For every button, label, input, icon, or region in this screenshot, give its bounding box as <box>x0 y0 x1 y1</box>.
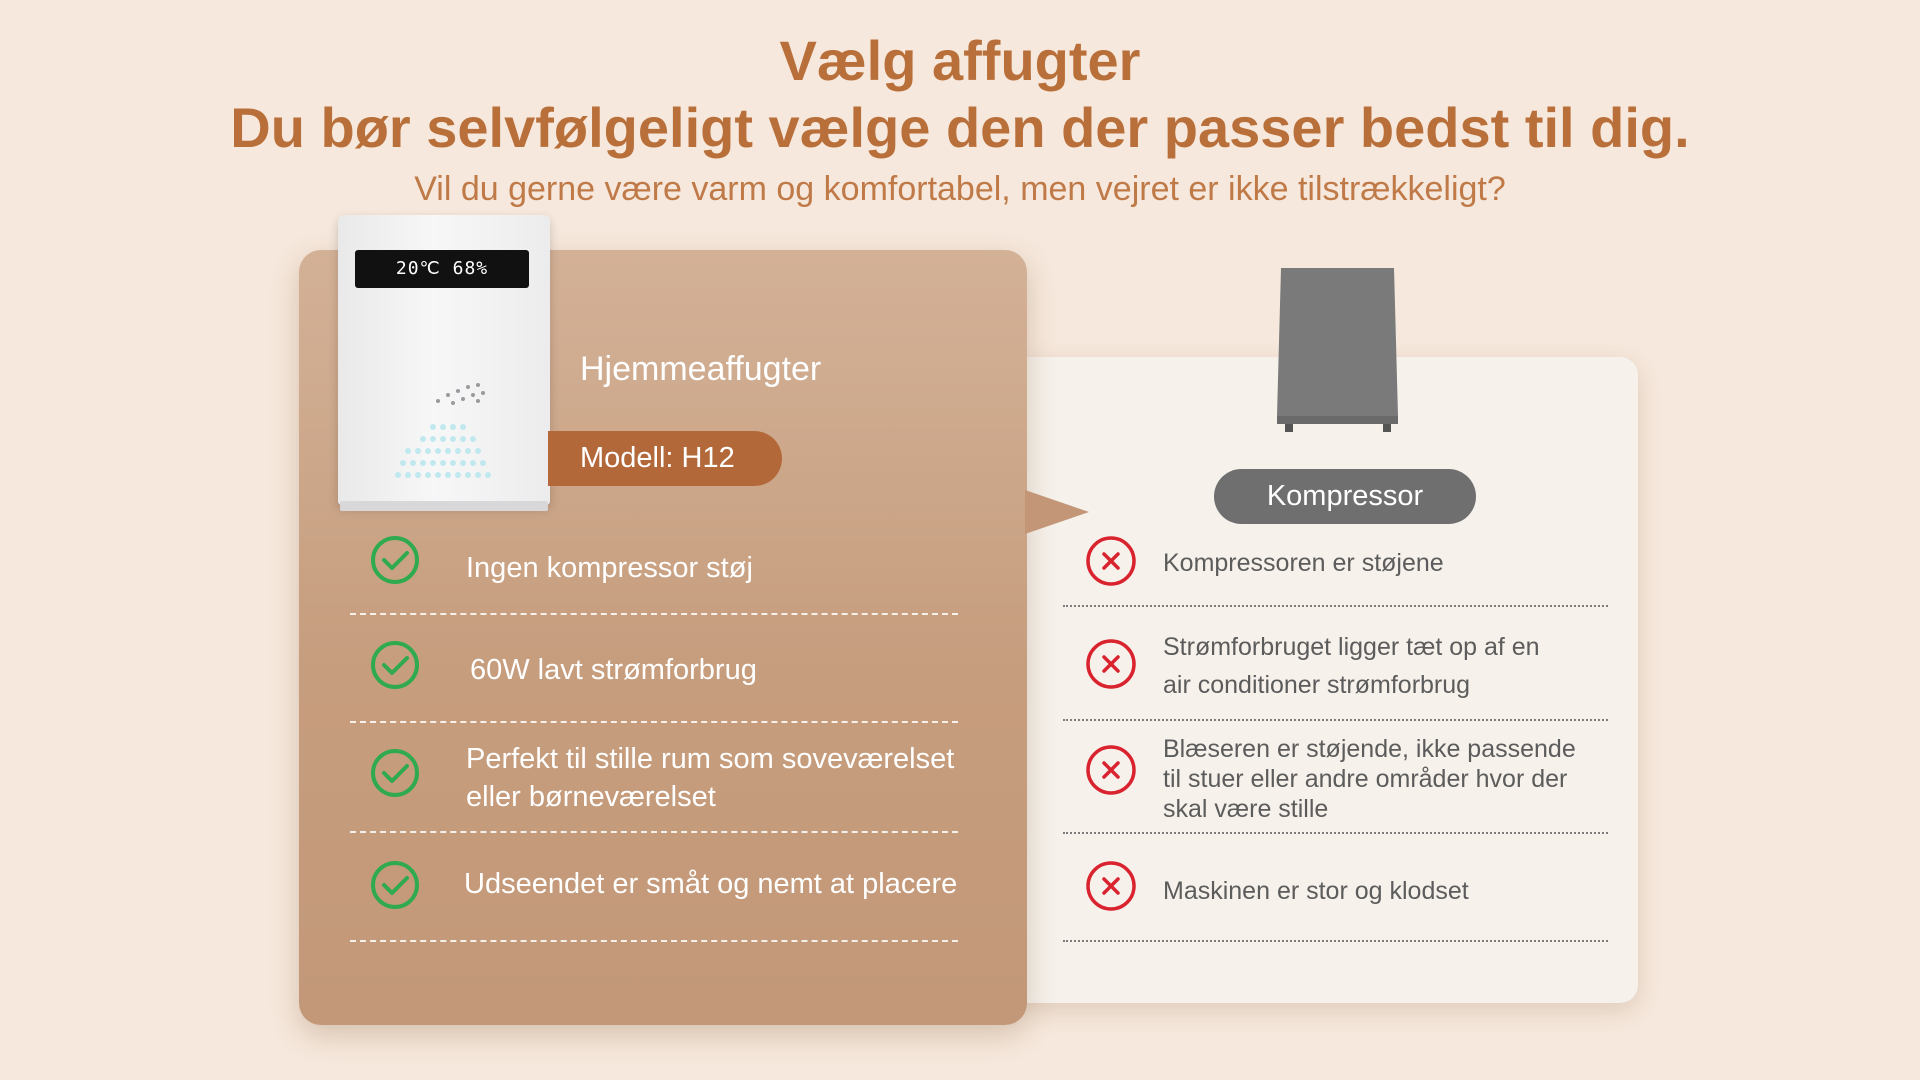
page-title: Vælg affugter <box>779 29 1141 92</box>
con-item <box>1080 628 1640 708</box>
con-item <box>1080 860 1640 920</box>
con-text <box>1163 628 1540 704</box>
divider <box>350 940 958 942</box>
divider <box>1063 719 1608 721</box>
con-text-line: skal være stille <box>1163 795 1329 823</box>
page-subtitle: Vil du gerne være varm og komfortabel, men vejret er ikke tilstrækkeligt? <box>414 170 1506 208</box>
pro-item <box>350 535 1030 595</box>
divider <box>350 831 958 833</box>
con-text-line: Strømforbruget ligger tæt op af en <box>1163 633 1540 661</box>
divider <box>1063 605 1608 607</box>
divider <box>350 721 958 723</box>
model-badge: Modell: H12 <box>548 431 782 486</box>
pro-item <box>350 860 1030 920</box>
x-circle-icon <box>1085 535 1137 587</box>
divider <box>1063 940 1608 942</box>
page-headline: Du bør selvfølgeligt vælge den der passer bedst til dig. <box>230 96 1690 159</box>
pro-text-line: Perfekt til stille rum som soveværelset <box>466 743 955 775</box>
device-base <box>340 501 548 511</box>
x-circle-icon <box>1085 860 1137 912</box>
pro-text <box>466 740 954 816</box>
divider <box>1063 832 1608 834</box>
check-circle-icon <box>370 535 420 585</box>
device-display: 20℃ 68% <box>355 250 529 288</box>
pro-item <box>350 640 1030 700</box>
con-text: Kompressoren er støjene <box>1163 549 1444 577</box>
product-name: Hjemmeaffugter <box>580 350 822 388</box>
pro-text-line: eller børneværelset <box>466 781 716 813</box>
con-text-line: til stuer eller andre områder hvor der <box>1163 765 1568 793</box>
comparison-pointer <box>1025 490 1089 534</box>
pro-item <box>350 740 1030 820</box>
check-circle-icon <box>370 860 420 910</box>
pro-text: 60W lavt strømforbrug <box>470 654 757 686</box>
x-circle-icon <box>1085 744 1137 796</box>
con-text-line: air conditioner strømforbrug <box>1163 671 1471 699</box>
con-item <box>1080 535 1640 595</box>
pro-text: Udseendet er småt og nemt at placere <box>464 868 958 900</box>
check-circle-icon <box>370 748 420 798</box>
con-text: Maskinen er stor og klodset <box>1163 877 1469 905</box>
compressor-badge: Kompressor <box>1214 469 1476 524</box>
check-circle-icon <box>370 640 420 690</box>
pro-text: Ingen kompressor støj <box>466 552 753 584</box>
con-item <box>1080 734 1640 824</box>
compressor-dehumidifier-image <box>1275 266 1400 446</box>
con-text-line: Blæseren er støjende, ikke passende <box>1163 735 1576 763</box>
divider <box>350 613 958 615</box>
dehumidifier-image <box>338 215 550 505</box>
x-circle-icon <box>1085 638 1137 690</box>
air-grille-icon <box>378 365 508 495</box>
con-text <box>1163 734 1576 824</box>
